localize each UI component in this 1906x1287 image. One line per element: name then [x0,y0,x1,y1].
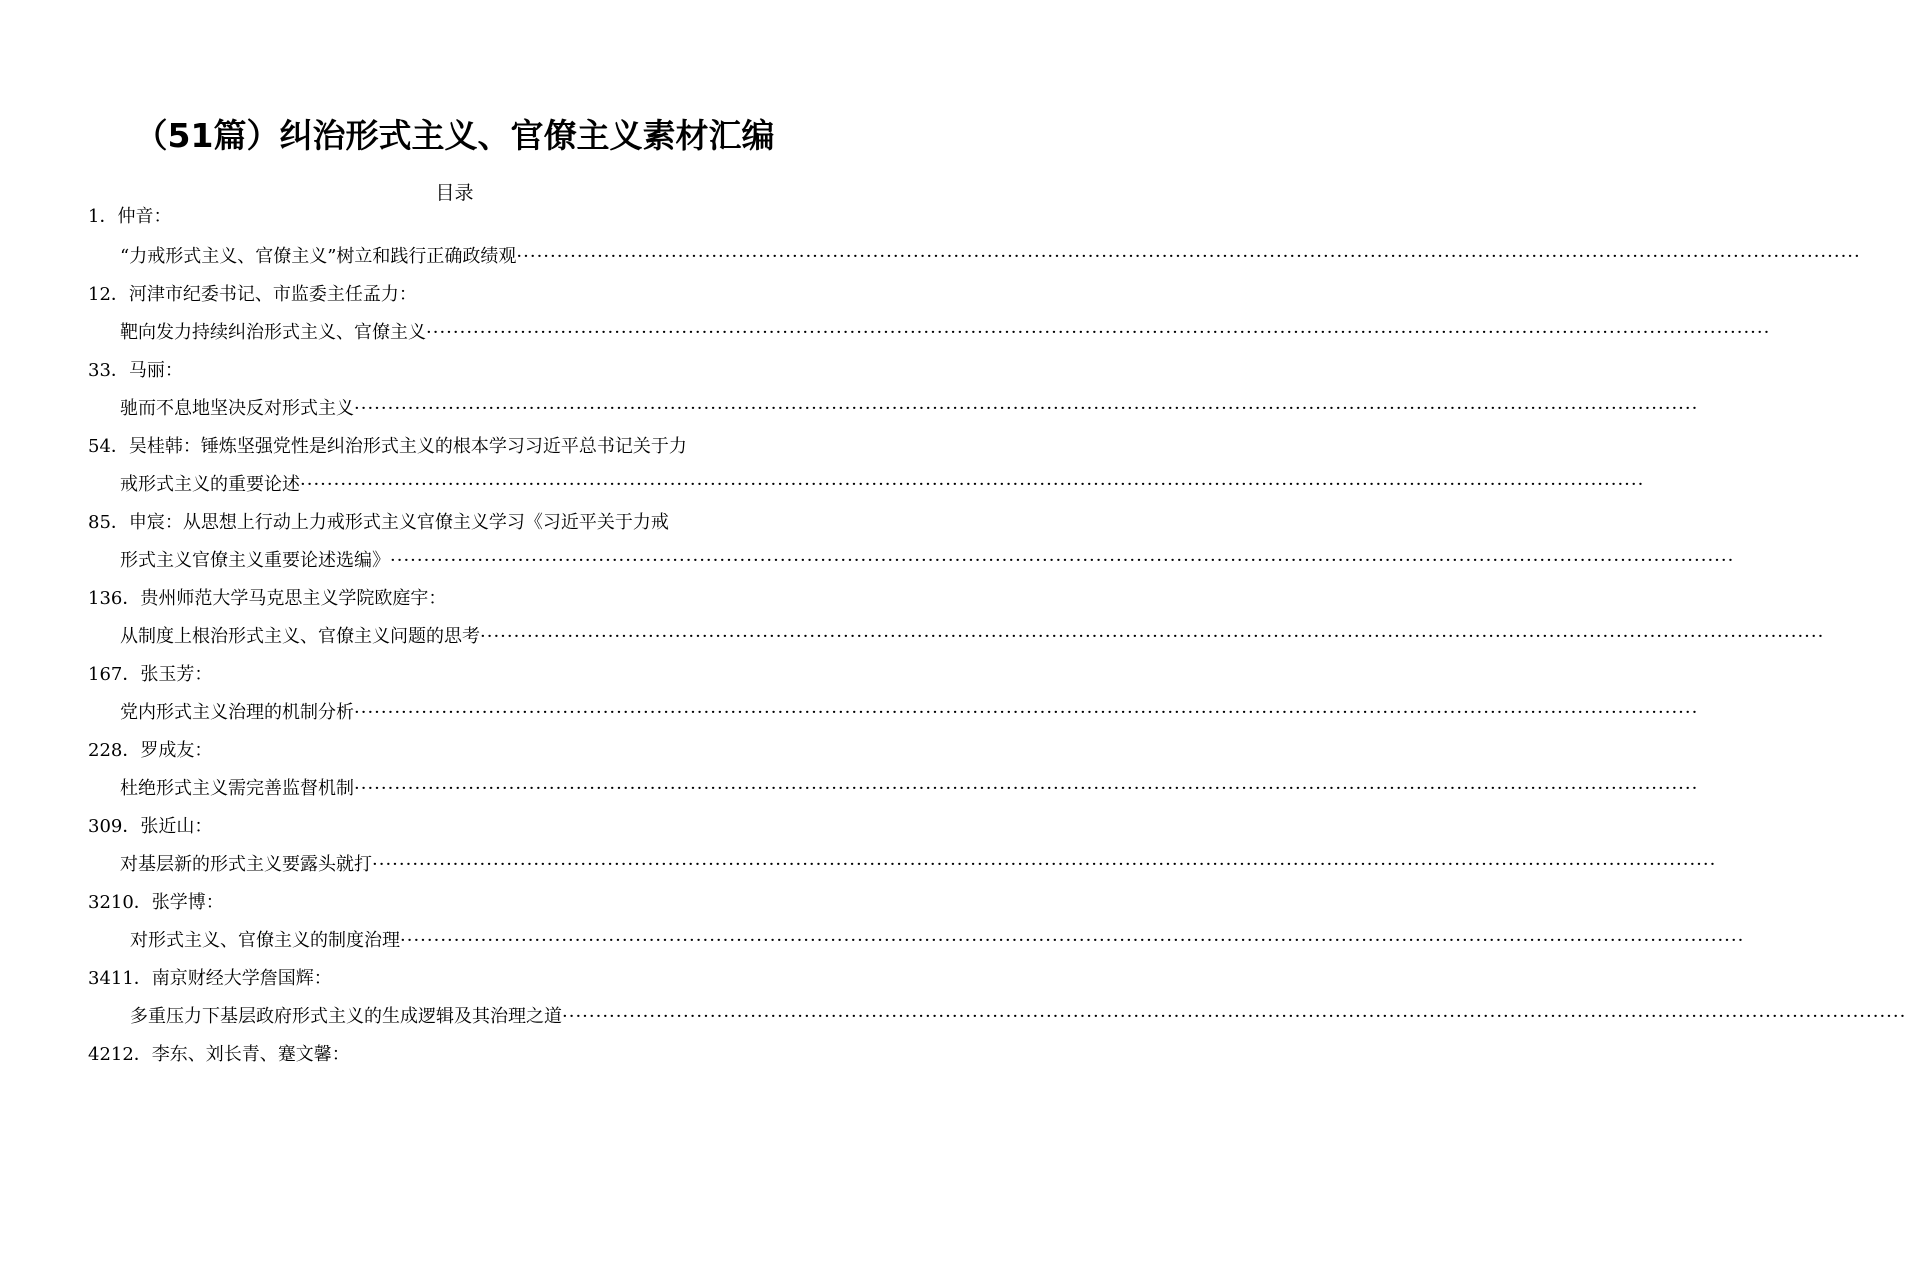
document-title: （51篇）纠治形式主义、官僚主义素材汇编 [134,116,775,155]
toc-entry-title-text: “力戒形式主义、官僚主义”树立和践行正确政绩观 [120,246,517,267]
toc-entry-title-text: 多重压力下基层政府形式主义的生成逻辑及其治理之道 [130,1006,562,1027]
toc-entry-title[interactable] [130,928,1745,954]
toc-entry-head: 3411．南京财经大学詹国辉： [88,968,332,989]
toc-entry-head: 3210．张学博： [88,892,224,913]
toc-entry-title-text: 对基层新的形式主义要露头就打 [120,854,372,875]
toc-heading: 目录 [435,182,474,204]
toc-entry-title-text: 驰而不息地坚决反对形式主义 [120,398,354,419]
toc-entry-head: 54．吴桂韩：锤炼坚强党性是纠治形式主义的根本学习习近平总书记关于力 [88,436,687,457]
toc-entry-title[interactable] [120,624,1825,650]
toc-entry-title[interactable] [130,1004,1906,1030]
toc-entry-title-text: 形式主义官僚主义重要论述选编》 [120,550,390,571]
toc-entry-title-text: 靶向发力持续纠治形式主义、官僚主义 [120,322,426,343]
toc-entry-title[interactable] [120,472,1645,498]
toc-leader-dots: ········································································································································································································ [354,702,1699,723]
toc-entry-title-text: 党内形式主义治理的机制分析 [120,702,354,723]
toc-leader-dots: ········································································································································································································ [516,246,1861,267]
toc-entry-head: 136．贵州师范大学马克思主义学院欧庭宇： [88,588,447,609]
toc-entry-title-text: 从制度上根治形式主义、官僚主义问题的思考 [120,626,480,647]
toc-entry-head: 85．申宸：从思想上行动上力戒形式主义官僚主义学习《习近平关于力戒 [88,512,669,533]
toc-entry-title-text: 对形式主义、官僚主义的制度治理 [130,930,400,951]
toc-entry-title[interactable] [120,700,1699,726]
toc-leader-dots: ········································································································································································································ [400,930,1745,951]
toc-leader-dots: ········································································································································································································ [300,474,1645,495]
toc-entry-title[interactable] [120,396,1699,422]
toc-leader-dots: ········································································································································································································ [562,1006,1906,1027]
toc-leader-dots: ········································································································································································································ [354,778,1699,799]
toc-entry-title[interactable] [120,244,1861,270]
toc-entry-title[interactable] [120,776,1699,802]
toc-entry-title[interactable] [120,320,1771,346]
toc-entry-title-text: 戒形式主义的重要论述 [120,474,300,495]
toc-leader-dots: ········································································································································································································ [480,626,1825,647]
toc-entry-head: 1．仲音： [88,206,172,227]
toc-leader-dots: ········································································································································································································ [354,398,1699,419]
toc-entry-head: 228．罗成友： [88,740,213,761]
toc-entry-title-text: 杜绝形式主义需完善监督机制 [120,778,354,799]
toc-entry-head: 309．张近山： [88,816,213,837]
toc-entry-head: 12．河津市纪委书记、市监委主任孟力： [88,284,417,305]
toc-leader-dots: ········································································································································································································ [390,550,1735,571]
toc-entry-head: 167．张玉芳： [88,664,213,685]
toc-entry-title[interactable] [120,548,1735,574]
toc-entry-title[interactable] [120,852,1717,878]
toc-leader-dots: ········································································································································································································ [426,322,1771,343]
toc-leader-dots: ········································································································································································································ [372,854,1717,875]
toc-entry-head: 33．马丽： [88,360,183,381]
toc-entry-head: 4212．李东、刘长青、蹇文馨： [88,1044,350,1065]
